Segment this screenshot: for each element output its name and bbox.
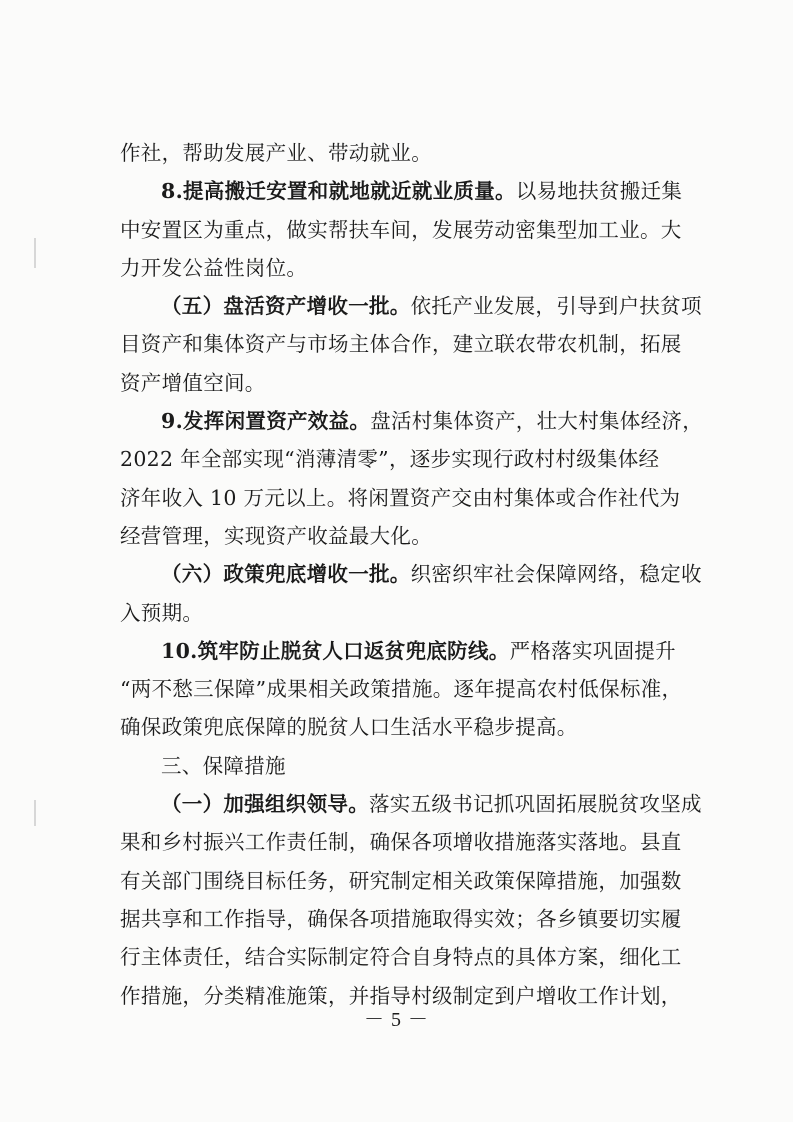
text-line: 力开发公益性岗位。 <box>120 255 308 280</box>
section-heading: 三、保障措施 <box>161 753 286 778</box>
text-line: 入预期。 <box>120 600 204 625</box>
text-line: 9.发挥闲置资产效益。盘活村集体资产，壮大村集体经济， <box>161 409 704 434</box>
page-number: － 5 － <box>364 1009 429 1031</box>
text-line: （六）政策兜底增收一批。织密织牢社会保障网络，稳定收 <box>161 562 702 587</box>
text-line: 作社，帮助发展产业、带动就业。 <box>120 141 432 165</box>
text-line: 目资产和集体资产与市场主体合作，建立联农带农机制，拓展 <box>120 332 682 357</box>
text-line: 2022 年全部实现“消薄清零”，逐步实现行政村村级集体经 <box>120 447 660 472</box>
text-line: 经营管理，实现资产收益最大化。 <box>120 523 432 548</box>
text-line: 有关部门围绕目标任务，研究制定相关政策保障措施，加强数 <box>120 868 682 893</box>
text-line: 确保政策兜底保障的脱贫人口生活水平稳步提高。 <box>120 715 578 740</box>
body-text <box>120 134 704 1015</box>
text-line: 8.提高搬迁安置和就地就近就业质量。以易地扶贫搬迁集 <box>161 179 683 204</box>
scan-artifact <box>34 238 36 268</box>
text-line: 资产增值空间。 <box>120 370 266 395</box>
text-line: 济年收入 10 万元以上。将闲置资产交由村集体或合作社代为 <box>120 485 681 510</box>
text-line: 行主体责任，结合实际制定符合自身特点的具体方案，细化工 <box>120 945 682 970</box>
text-line: 作措施，分类精准施策，并指导村级制定到户增收工作计划， <box>120 983 682 1008</box>
text-line: 10.筑牢防止脱贫人口返贫兜底防线。严格落实巩固提升 <box>161 638 676 663</box>
text-line: 据共享和工作指导，确保各项措施取得实效；各乡镇要切实履 <box>120 906 682 931</box>
text-line: （一）加强组织领导。落实五级书记抓巩固拓展脱贫攻坚成 <box>161 792 702 817</box>
scan-artifact <box>34 800 36 826</box>
text-line: 中安置区为重点，做实帮扶车间，发展劳动密集型加工业。大 <box>120 217 682 242</box>
text-line: 果和乡村振兴工作责任制，确保各项增收措施落实落地。县直 <box>120 830 682 855</box>
text-line: “两不愁三保障”成果相关政策措施。逐年提高农村低保标准， <box>120 677 683 702</box>
text-line: （五）盘活资产增收一批。依托产业发展，引导到户扶贫项 <box>161 294 702 319</box>
